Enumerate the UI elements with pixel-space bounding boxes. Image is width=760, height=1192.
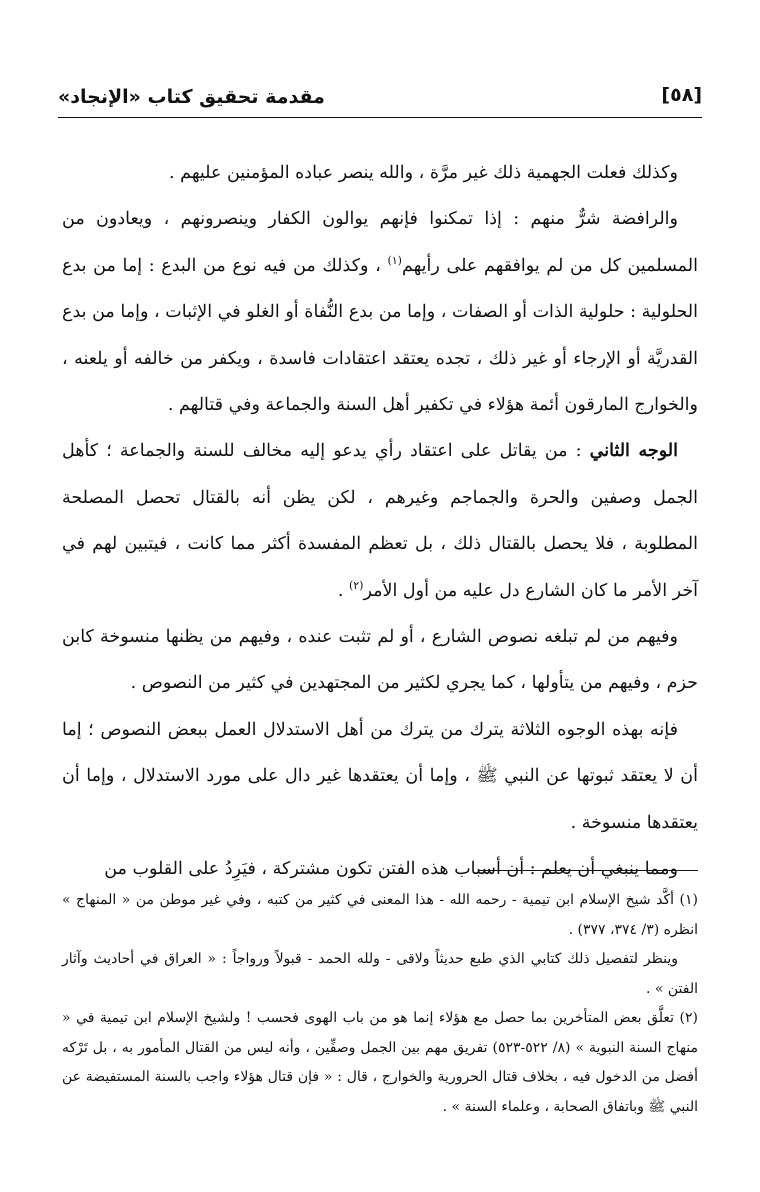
footnote: (١) أكَّد شيخ الإسلام ابن تيمية - رحمه الله - هذا المعنى في كثير من كتبه ، وفي غير موطن من « المنهاج » انظره (٣/ ٣٧٤، ٣٧٧) .: [62, 892, 698, 938]
paragraph-text: والرافضة شرٌّ منهم : إذا تمكنوا فإنهم يوالون الكفار وينصرونهم ، ويعادون من المسلمين كل من لم يوافقهم على رأيهم: [62, 209, 698, 276]
paragraph: وفيهم من لم تبلغه نصوص الشارع ، أو لم تثبت عنده ، وفيهم من يظنها منسوخة كابن حزم ، وفيهم من يتأولها ، كما يجري لكثير من المجتهدين في كثير من النصوص .: [62, 627, 698, 694]
header-rule: [58, 117, 702, 118]
section-lead: الوجه الثاني: [589, 441, 678, 462]
paragraph-text: ، وكذلك من فيه نوع من البدع : إما من بدع الحلولية : حلولية الذات أو الصفات ، وإما من بدع النُّفاة أو الغلو في الإثبات ، وإما من بدع القدريَّة أو الإرجاء أو غير ذلك ، تجده يعتقد اعتقادات فاسدة ، ويكفر من خالفه أو يلعنه ، والخوارج المارقون أئمة هؤلاء في تكفير أهل السنة والجماعة وفي قتالهم .: [62, 255, 698, 416]
footnote-continuation: وينظر لتفصيل ذلك كتابي الذي طبع حديثاً ولاقى - ولله الحمد - قبولاً ورواجاً : « العراق في أحاديث وآثار الفتن » .: [62, 951, 698, 997]
footnote-ref: (١): [387, 253, 402, 267]
footnote: (٢) تعلَّق بعض المتأخرين بما حصل مع هؤلاء إنما هو من باب الهوى فحسب ! ولشيخ الإسلام ابن تيمية في « منهاج السنة النبوية » (٨/ ٥٢٢-٥٢٣) تفريق مهم بين الجمل وصفِّين ، وأنه ليس من القتال المأمور به ، بل تَرْكه أفضل من الدخول فيه ، بخلاف قتال الحرورية والخوارج ، قال : « فإن قتال هؤلاء واجب بالسنة المستفيضة عن النبي ﷺ وباتفاق الصحابة ، وعلماء السنة » .: [62, 1010, 698, 1115]
paragraph: [62, 196, 698, 428]
paragraph-text: .: [337, 580, 349, 601]
footnote-separator: [478, 870, 698, 871]
paragraph: [62, 428, 698, 614]
main-text: [62, 150, 698, 893]
paragraph: وكذلك فعلت الجهمية ذلك غير مرَّة ، والله ينصر عباده المؤمنين عليهم .: [169, 163, 678, 183]
footnotes: [62, 886, 698, 1122]
page-number: [٥٨]: [661, 84, 702, 106]
header-title: مقدمة تحقيق كتاب «الإنجاد»: [58, 86, 325, 108]
footnote-ref: (٢): [348, 578, 364, 592]
paragraph-text: : من يقاتل على اعتقاد رأي يدعو إليه مخالف للسنة والجماعة ؛ كأهل الجمل وصفين والحرة والجماجم وغيرهم ، لكن يظن أنه بالقتال تحصل المصلحة المطلوبة ، فلا يحصل بالقتال ذلك ، بل تعظم المفسدة أكثر مما كانت ، فيتبين لهم في آخر الأمر ما كان الشارع دل عليه من أول الأمر: [62, 441, 698, 601]
paragraph: فإنه بهذه الوجوه الثلاثة يترك من يترك من أهل الاستدلال العمل ببعض النصوص ؛ إما أن لا يعتقد ثبوتها عن النبي ﷺ ، وإما أن يعتقدها غير دال على مورد الاستدلال ، وإما أن يعتقدها منسوخة .: [62, 719, 698, 833]
running-header: [58, 80, 702, 114]
paragraph: ومما ينبغي أن يعلم : أن أسباب هذه الفتن تكون مشتركة ، فيَرِدُ على القلوب من: [104, 859, 678, 880]
